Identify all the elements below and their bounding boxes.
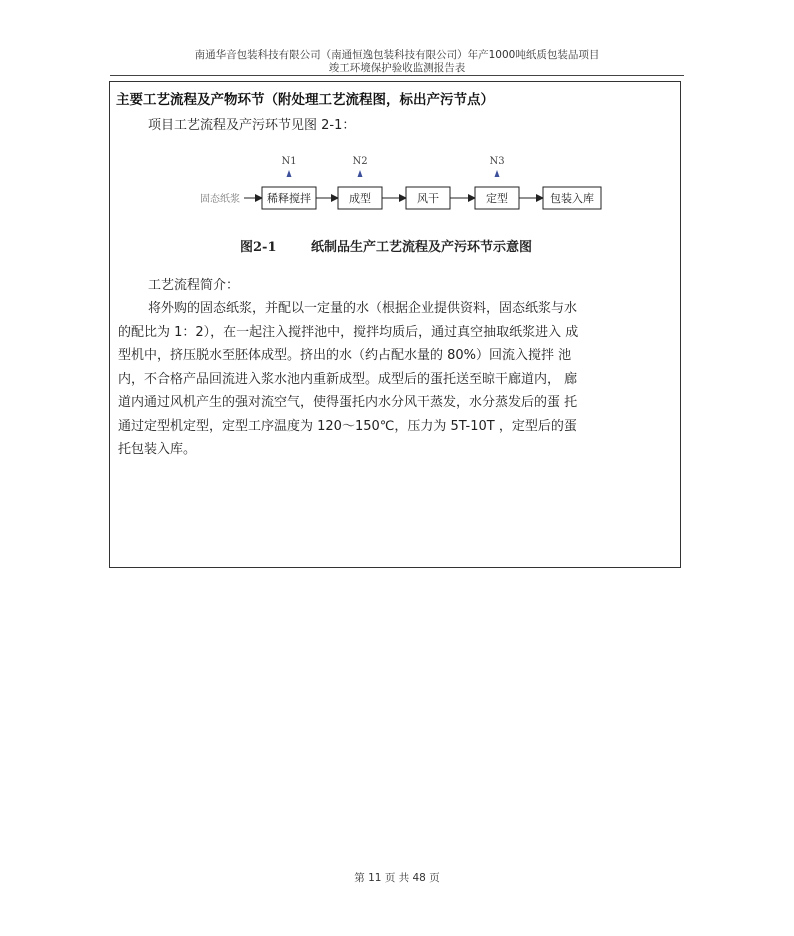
section-title: 主要工艺流程及产物环节（附处理工艺流程图，标出产污节点） bbox=[116, 92, 494, 108]
pollution-node-label: N3 bbox=[489, 156, 505, 167]
figure-title: 纸制品生产工艺流程及产污环节示意图 bbox=[311, 240, 533, 255]
process-line: 将外购的固态纸浆，并配以一定量的水（根据企业提供资料，固态纸浆与水 bbox=[148, 301, 578, 316]
flow-step-label: 稀释搅拌 bbox=[267, 192, 311, 205]
flow-step-label: 风干 bbox=[417, 192, 439, 205]
process-line: 通过定型机定型，定型工序温度为 120～150℃，压力为 5T-10T ，定型后的蛋 bbox=[118, 418, 577, 434]
page-number: 第 11 页 共 48 页 bbox=[354, 872, 440, 884]
process-line: 道内通过风机产生的强对流空气，使得蛋托内水分风干蒸发，水分蒸发后的蛋 托 bbox=[118, 395, 578, 410]
process-description bbox=[118, 297, 676, 462]
input-material-label: 固态纸浆 bbox=[200, 194, 240, 205]
process-subtitle: 工艺流程简介： bbox=[148, 278, 240, 293]
pollution-node-marker-icon bbox=[358, 170, 363, 177]
process-line: 内，不合格产品回流进入浆水池内重新成型。成型后的蛋托送至晾干廊道内， 廊 bbox=[118, 371, 578, 387]
pollution-node-marker-icon bbox=[495, 170, 500, 177]
flow-step-label: 成型 bbox=[349, 192, 371, 205]
report-header-subtitle: 竣工环境保护验收监测报告表 bbox=[328, 62, 466, 74]
process-line: 的配比为 1：2），在一起注入搅拌池中，搅拌均质后，通过真空抽取纸浆进入 成 bbox=[118, 324, 579, 340]
flow-step-label: 包装入库 bbox=[550, 192, 594, 205]
process-line: 型机中，挤压脱水至胚体成型。挤出的水（约占配水量的 80%）回流入搅拌 池 bbox=[118, 348, 572, 363]
process-line: 托包装入库。 bbox=[118, 442, 197, 457]
figure-number: 图2-1 bbox=[240, 240, 277, 255]
flow-step-label: 定型 bbox=[486, 192, 508, 205]
process-flow-diagram bbox=[190, 150, 610, 218]
pollution-node-marker-icon bbox=[287, 170, 292, 177]
pollution-node-label: N1 bbox=[281, 156, 297, 167]
pollution-node-label: N2 bbox=[352, 156, 368, 167]
report-header-title: 南通华音包装科技有限公司（南通恒逸包装科技有限公司）年产1000吨纸质包装品项目 bbox=[194, 49, 600, 61]
section-intro: 项目工艺流程及产污环节见图 2-1： bbox=[148, 118, 356, 133]
header-divider bbox=[110, 75, 684, 76]
